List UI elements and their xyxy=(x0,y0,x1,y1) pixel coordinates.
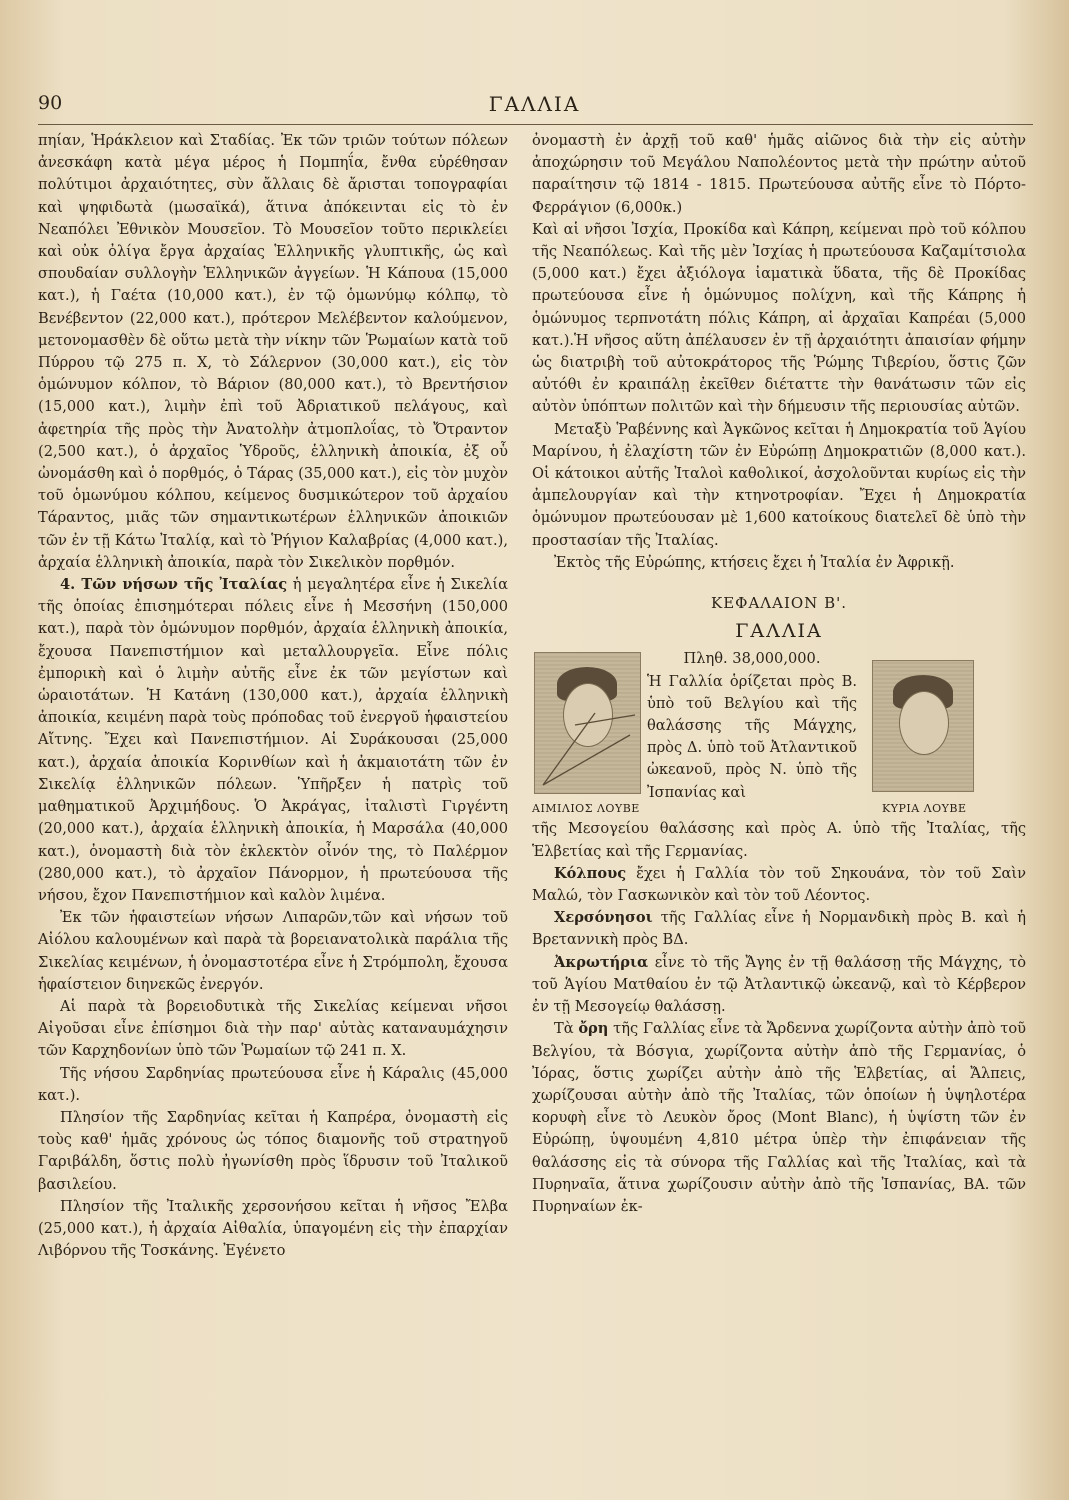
paragraph xyxy=(532,952,1026,1019)
paragraph: Πλησίον τῆς Ἰταλικῆς χερσονήσου κεῖται ἡ νῆσος Ἔλβα (25,000 κατ.), ἡ ἀρχαία Αἰθαλία, ὑπαγομένη εἰς τὴν ἐπαρχίαν Λιβόρνου τῆς Τοσκάνης. Ἐγένετο xyxy=(38,1197,508,1260)
paragraph: Ἐκ τῶν ἡφαιστείων νήσων Λιπαρῶν,τῶν καὶ νήσων τοῦ Αἰόλου καλουμένων καὶ παρὰ τὰ βορειανατολικὰ παράλια τῆς Σικελίας κειμένων, ἡ ὀνομαστοτέρα εἶνε ἡ Στρόμπολη, ἔχουσα ἡφαίστειον διηνεκῶς ἐνεργόν. xyxy=(38,909,508,993)
header-rule xyxy=(38,124,1033,125)
intro-text xyxy=(647,648,857,803)
paragraph: Καὶ αἱ νῆσοι Ἰσχία, Προκίδα καὶ Κάπρη, κείμεναι πρὸ τοῦ κόλπου τῆς Νεαπόλεως. Καὶ τῆς μὲν Ἰσχίας ἡ πρωτεύουσα Καζαμίτσιολα (5,000 κατ.) ἔχει ἀξιόλογα ἰαματικὰ ὕδατα, τῆς δὲ Προκίδας πρωτεύουσα εἶνε ἡ ὁμώνυμος πολίχνη, καὶ τῆς Κάπρης ἡ ὁμώνυμος τερπνοτάτη πόλις Κάπρη, αἱ ἀρχαῖαι Καπρέαι (5,000 κατ.).Ἡ νῆσος αὕτη ἀπέλαυσεν ἐν τῇ ἀρχαιότητι ἀπαισίαν φήμην ὡς διατριβὴ τοῦ αὐτοκράτορος τῆς Ῥώμης Τιβερίου, ὅστις ζῶν αὐτόθι ἐν κραιπάλῃ ἐκεῖθεν διέταττε τὴν θανάτωσιν τῶν εἰς αὐτὸν ὑπόπτων πολιτῶν καὶ τὴν δήμευσιν τῆς περιουσίας αὐτῶν. xyxy=(532,220,1026,416)
paragraph: Ἡ Γαλλία ὁρίζεται πρὸς Β. ὑπὸ τοῦ Βελγίου καὶ τῆς θαλάσσης τῆς Μάγχης, πρὸς Δ. ὑπὸ τοῦ Ἀτλαντικοῦ ὠκεανοῦ, πρὸς Ν. ὑπὸ τῆς Ἰσπανίας καὶ xyxy=(647,672,857,801)
page-number: 90 xyxy=(38,92,63,114)
paragraph-text: εἶνε τὸ τῆς Ἄγης ἐν τῇ θαλάσσῃ τῆς Μάγχης, τὸ τοῦ Ἁγίου Ματθαίου ἐν τῷ Ἀτλαντικῷ ὠκεανῷ, καὶ τὸ Κέρβερον ἐν τῇ Μεσογείῳ θαλάσσῃ. xyxy=(532,953,1026,1016)
running-title: ΓΑΛΛΙΑ xyxy=(488,92,581,116)
paragraph: Ἐκτὸς τῆς Εὐρώπης, κτήσεις ἔχει ἡ Ἰταλία ἐν Ἀφρικῇ. xyxy=(554,553,955,571)
paragraph-text: τῆς Γαλλίας εἶνε τὰ Ἄρδεννα χωρίζοντα αὐτὴν ἀπὸ τοῦ Βελγίου, τὰ Βόσγια, χωρίζοντα αὐτὴν ἀπὸ τῆς Γερμανίας, ὁ Ἰόρας, ὅστις χωρίζει αὐτὴν ἀπὸ τῆς Ἑλβετίας, αἱ Ἄλπεις, χωρίζουσαι αὐτὴν ἀπὸ τῆς Ἰταλίας, τῶν ὁποίων ἡ ὑψηλοτέρα κορυφὴ εἶνε τὸ Λευκὸν ὄρος (Mont Blanc), ἡ ὑψίστη τῶν ἐν Εὐρώπῃ, ὑψουμένη 4,810 μέτρα ὑπὲρ τὴν ἐπιφάνειαν τῆς θαλάσσης εἰς τὰ σύνορα τῆς Γαλλίας καὶ τῆς Ἰταλίας, καὶ τὰ Πυρηναῖα, ἅτινα χωρίζουσιν αὐτὴν ἀπὸ τῆς Ἰσπανίας, ΒΑ. τῶν Πυρηναίων ἐκ- xyxy=(532,1020,1026,1215)
paragraph-text: ἡ μεγαλητέρα εἶνε ἡ Σικελία τῆς ὁποίας ἐπισημότεραι πόλεις εἶνε ἡ Μεσσήνη (150,000 κατ.), παρὰ τὸν ὁμώνυμον πορθμόν, ἀρχαία ἑλληνικὴ ἀποικία, ἔχουσα Πανεπιστήμιον καὶ μεταλλουργεῖα. Εἶνε πόλις ἐμπορικὴ καὶ ὁ λιμὴν αὐτῆς εἶνε ἐκ τῶν μεγίστων καὶ ὡραιοτάτων. Ἡ Κατάνη (130,000 κατ.), ἀρχαία ἑλληνικὴ ἀποικία, κειμένη παρὰ τοὺς πρόποδας τοῦ ἐνεργοῦ ἡφαιστείου Αἴτνης. Ἔχει καὶ Πανεπιστήμιον. Αἱ Συράκουσαι (25,000 κατ.), ἀρχαία ἀποικία Κορινθίων καὶ ἡ ἀκμαιοτάτη τῶν ἐν Σικελίᾳ ἑλληνικῶν πόλεων. Ὑπῆρξεν ἡ πατρὶς τοῦ μαθηματικοῦ Ἀρχιμήδους. Ὁ Ἀκράγας, ἰταλιστὶ Γιργέντη (20,000 κατ.), ἀρχαία ἑλληνικὴ ἀποικία, ἡ Μαρσάλα (40,000 κατ.), ὀνομαστὴ διὰ τὸν ἐκλεκτὸν οἶνόν της, τὸ Παλέρμον (280,000 κατ.), τὸ ἀρχαῖον Πάνορμον, ἡ πρωτεύουσα τῆς νήσου, ἔχον Πανεπιστήμιον καὶ καλὸν λιμένα. xyxy=(38,576,508,904)
paragraph: Τῆς νήσου Σαρδηνίας πρωτεύουσα εἶνε ἡ Κάραλις (45,000 κατ.). xyxy=(38,1064,508,1104)
section-heading: 4. Τῶν νήσων τῆς Ἰταλίας xyxy=(60,576,288,594)
left-column xyxy=(38,130,508,1262)
paragraph-text: ἔχει ἡ Γαλλία τὸν τοῦ Σηκουάνα, τὸν τοῦ Σαὶν Μαλώ, τὸν Γασκωνικὸν καὶ τὸν τοῦ Λέοντος. xyxy=(532,864,1026,905)
term-heading: Χερσόνησοι xyxy=(554,909,653,927)
face-shape xyxy=(899,691,949,755)
paragraph: Αἱ παρὰ τὰ βορειοδυτικὰ τῆς Σικελίας κείμεναι νῆσοι Αἰγοῦσαι εἶνε ἐπίσημοι διὰ τὴν παρ' αὐτὰς καταναυμάχησιν τῶν Καρχηδονίων ὑπὸ τῶν Ῥωμαίων τῷ 241 π. Χ. xyxy=(38,997,508,1060)
paragraph-text: Τὰ xyxy=(554,1020,579,1038)
paragraph xyxy=(38,574,508,907)
pen-mark-icon xyxy=(535,705,645,795)
portrait-right-caption: ΚΥΡΙΑ ΛΟΥΒΕ xyxy=(882,802,967,816)
paragraph xyxy=(532,907,1026,951)
paragraph-text: τῆς Γαλλίας εἶνε ἡ Νορμανδικὴ πρὸς Β. καὶ ἡ Βρεταννικὴ πρὸς ΒΔ. xyxy=(532,909,1026,949)
term-heading: Κόλπους xyxy=(554,864,627,882)
right-column xyxy=(532,130,1026,1218)
paragraph: Μεταξὺ Ῥαβέννης καὶ Ἀγκῶνος κεῖται ἡ Δημοκρατία τοῦ Ἁγίου Μαρίνου, ἡ ἐλαχίστη τῶν ἐν Εὐρώπῃ Δημοκρατιῶν (8,000 κατ.). Οἱ κάτοικοι αὐτῆς Ἰταλοὶ καθολικοί, ἀσχολοῦνται κυρίως εἰς τὴν ἀμπελουργίαν καὶ τὴν κτηνοτροφίαν. Ἔχει ἡ Δημοκρατία ὁμώνυμον πρωτεύουσαν μὲ 1,600 κατοίκους διατελεῖ δὲ ὑπὸ τὴν προστασίαν τῆς Ἰταλίας. xyxy=(532,420,1026,549)
portrait-right-image xyxy=(872,660,974,792)
paragraph: Πλησίον τῆς Σαρδηνίας κεῖται ἡ Καπρέρα, ὀνομαστὴ εἰς τοὺς καθ' ἡμᾶς χρόνους ὡς τόπος διαμονῆς τοῦ στρατηγοῦ Γαριβάλδη, ὅστις πολὺ ἠγωνίσθη πρὸς ἵδρυσιν τοῦ Ἰταλικοῦ βασιλείου. xyxy=(38,1108,508,1193)
chapter-heading: ΚΕΦΑΛΑΙΟΝ Β'. xyxy=(711,594,847,613)
population: Πληθ. 38,000,000. xyxy=(683,650,821,668)
chapter-title: ΓΑΛΛΙΑ xyxy=(735,620,823,643)
paragraph: ὀνομαστὴ ἐν ἀρχῇ τοῦ καθ' ἡμᾶς αἰῶνος διὰ τὴν εἰς αὐτὴν ἀποχώρησιν τοῦ Μεγάλου Ναπολέοντος μετὰ τὴν πρώτην αὐτοῦ παραίτησιν τῷ 1814 - 1815. Πρωτεύουσα αὐτῆς εἶνε τὸ Πόρτο-Φερράγιον (6,000κ.) xyxy=(532,132,1026,216)
paragraph xyxy=(532,1018,1026,1218)
portrait-left-caption: ΑΙΜΙΛΙΟΣ ΛΟΥΒΕ xyxy=(532,802,640,816)
paragraph: πηίαν, Ἡράκλειον καὶ Σταδίας. Ἐκ τῶν τριῶν τούτων πόλεων ἀνεσκάφη κατὰ μέγα μέρος ἡ Πομπηΐα, ἔνθα εὑρέθησαν πολύτιμοι ἀρχαιότητες, σὺν ἄλλαις δὲ ἄρισται τοπογραφίαι καὶ ψηφιδωτὰ (μωσαϊκά), ἅτινα ἀπόκεινται εἰς τὸ ἐν Νεαπόλει Ἐθνικὸν Μουσεῖον. Τὸ Μουσεῖον τοῦτο περικλείει καὶ οὐκ ὀλίγα ἔργα ἀρχαίας Ἑλληνικῆς γλυπτικῆς, ὡς καὶ σπουδαίαν συλλογὴν Ἑλληνικῶν ἀγγείων. Ἡ Κάπουα (15,000 κατ.), ἡ Γαέτα (10,000 κατ.), ἐν τῷ ὁμωνύμῳ κόλπῳ, τὸ Βενέβεντον (22,000 κατ.), πρότερον Μελέβεντον καλούμενον, μετονομασθὲν δὲ οὕτω μετὰ τὴν νίκην τῶν Ῥωμαίων κατὰ τοῦ Πύρρου τῷ 275 π. Χ, τὸ Σάλερνον (30,000 κατ.), εἰς τὸν ὁμώνυμον κόλπον, τὸ Βάριον (80,000 κατ.), τὸ Βρεντήσιον (15,000 κατ.), λιμὴν ἐπὶ τοῦ Ἀδριατικοῦ πελάγους, καὶ ἀφετηρία τῆς πρὸς τὴν Ἀνατολὴν ἀτμοπλοΐας, τὸ Ὄτραντον (2,500 κατ.), ὁ ἀρχαῖος Ὑδροῦς, ἑλληνικὴ ἀποικία, ἐξ οὗ ὠνομάσθη καὶ ὁ πορθμός, ὁ Τάρας (35,000 κατ.), εἰς τὸν μυχὸν τοῦ ὁμωνύμου κόλπου, κείμενος δυσμικώτερον τοῦ ἀρχαίου Τάραντος, μιᾶς τῶν σημαντικωτέρων ἑλληνικῶν ἀποικιῶν τῶν ἐν τῇ Κάτω Ἰταλίᾳ, καὶ τὸ Ῥήγιον Καλαβρίας (4,000 κατ.), ἀρχαία ἑλληνικὴ ἀποικία, παρὰ τὸν Σικελικὸν πορθμόν. xyxy=(38,132,508,571)
term-heading: Ἀκρωτήρια xyxy=(554,953,649,971)
paragraph: τῆς Μεσογείου θαλάσσης καὶ πρὸς Α. ὑπὸ τῆς Ἰταλίας, τῆς Ἑλβετίας καὶ τῆς Γερμανίας. xyxy=(532,820,1026,860)
paragraph xyxy=(532,863,1026,907)
term-heading: ὄρη xyxy=(578,1020,609,1038)
